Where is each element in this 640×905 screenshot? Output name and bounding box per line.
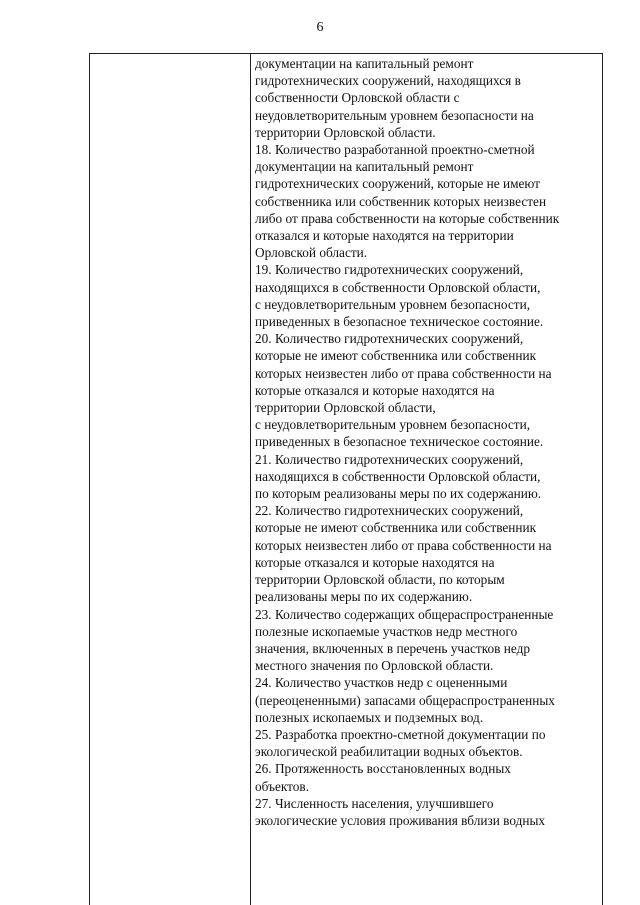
text-line: 21. Количество гидротехнических сооружений, (255, 451, 524, 467)
text-line: которые отказался и которые находятся на (255, 382, 495, 398)
text-line: 24. Количество участков недр с оцененными (255, 675, 508, 691)
text-line: которых неизвестен либо от права собственности на (255, 537, 552, 553)
text-line: собственника или собственник которых неизвестен (255, 193, 547, 209)
column-divider (250, 54, 251, 905)
text-line: 26. Протяженность восстановленных водных (255, 761, 511, 777)
page-number: 6 (316, 20, 324, 35)
text-line: которые не имеют собственника или собственник (255, 348, 537, 364)
text-line: территории Орловской области, (255, 400, 436, 416)
table-right-cell (255, 55, 598, 829)
text-line: экологические условия проживания вблизи водных (255, 812, 546, 828)
text-line: полезные ископаемые участков недр местного (255, 623, 518, 639)
text-line: 22. Количество гидротехнических сооружений, (255, 503, 524, 519)
text-line: приведенных в безопасное техническое состояние. (255, 434, 544, 450)
text-line: документации на капитальный ремонт (255, 159, 474, 175)
text-line: полезных ископаемых и подземных вод. (255, 709, 484, 725)
text-line: неудовлетворительным уровнем безопасности на (255, 107, 534, 123)
text-line: местного значения по Орловской области. (255, 658, 494, 674)
document-table (89, 53, 603, 905)
text-line: приведенных в безопасное техническое состояние. (255, 314, 544, 330)
text-line: находящихся в собственности Орловской области, (255, 468, 541, 484)
text-line: 27. Численность населения, улучшившего (255, 795, 494, 811)
text-line: 25. Разработка проектно-сметной документации по (255, 726, 546, 742)
text-line: реализованы меры по их содержанию. (255, 589, 473, 605)
text-line: по которым реализованы меры по их содержанию. (255, 486, 542, 502)
text-line: объектов. (255, 778, 310, 794)
text-line: (переоцененными) запасами общераспространенных (255, 692, 555, 708)
text-line: значения, включенных в перечень участков недр (255, 640, 531, 656)
text-line: которых неизвестен либо от права собственности на (255, 365, 552, 381)
text-line: находящихся в собственности Орловской области, (255, 279, 541, 295)
text-line: 23. Количество содержащих общераспространенные (255, 606, 554, 622)
text-line: которые не имеют собственника или собственник (255, 520, 537, 536)
text-line: собственности Орловской области с (255, 90, 460, 106)
text-line: 18. Количество разработанной проектно-сметной (255, 142, 535, 158)
text-line: экологической реабилитации водных объектов. (255, 744, 523, 760)
text-line: либо от права собственности на которые собственник (255, 210, 560, 226)
text-line: которые отказался и которые находятся на (255, 554, 495, 570)
text-line: территории Орловской области. (255, 124, 436, 140)
text-line: с неудовлетворительным уровнем безопасности, (255, 417, 531, 433)
text-line: гидротехнических сооружений, находящихся в (255, 73, 521, 89)
text-line: документации на капитальный ремонт (255, 56, 474, 71)
text-line: Орловской области. (255, 245, 368, 261)
text-line: с неудовлетворительным уровнем безопасности, (255, 296, 531, 312)
text-line: гидротехнических сооружений, которые не имеют (255, 176, 540, 192)
text-line: территории Орловской области, по которым (255, 572, 505, 588)
text-line: отказался и которые находятся на территории (255, 228, 514, 244)
text-line: 19. Количество гидротехнических сооружений, (255, 262, 524, 278)
text-line: 20. Количество гидротехнических сооружений, (255, 331, 524, 347)
